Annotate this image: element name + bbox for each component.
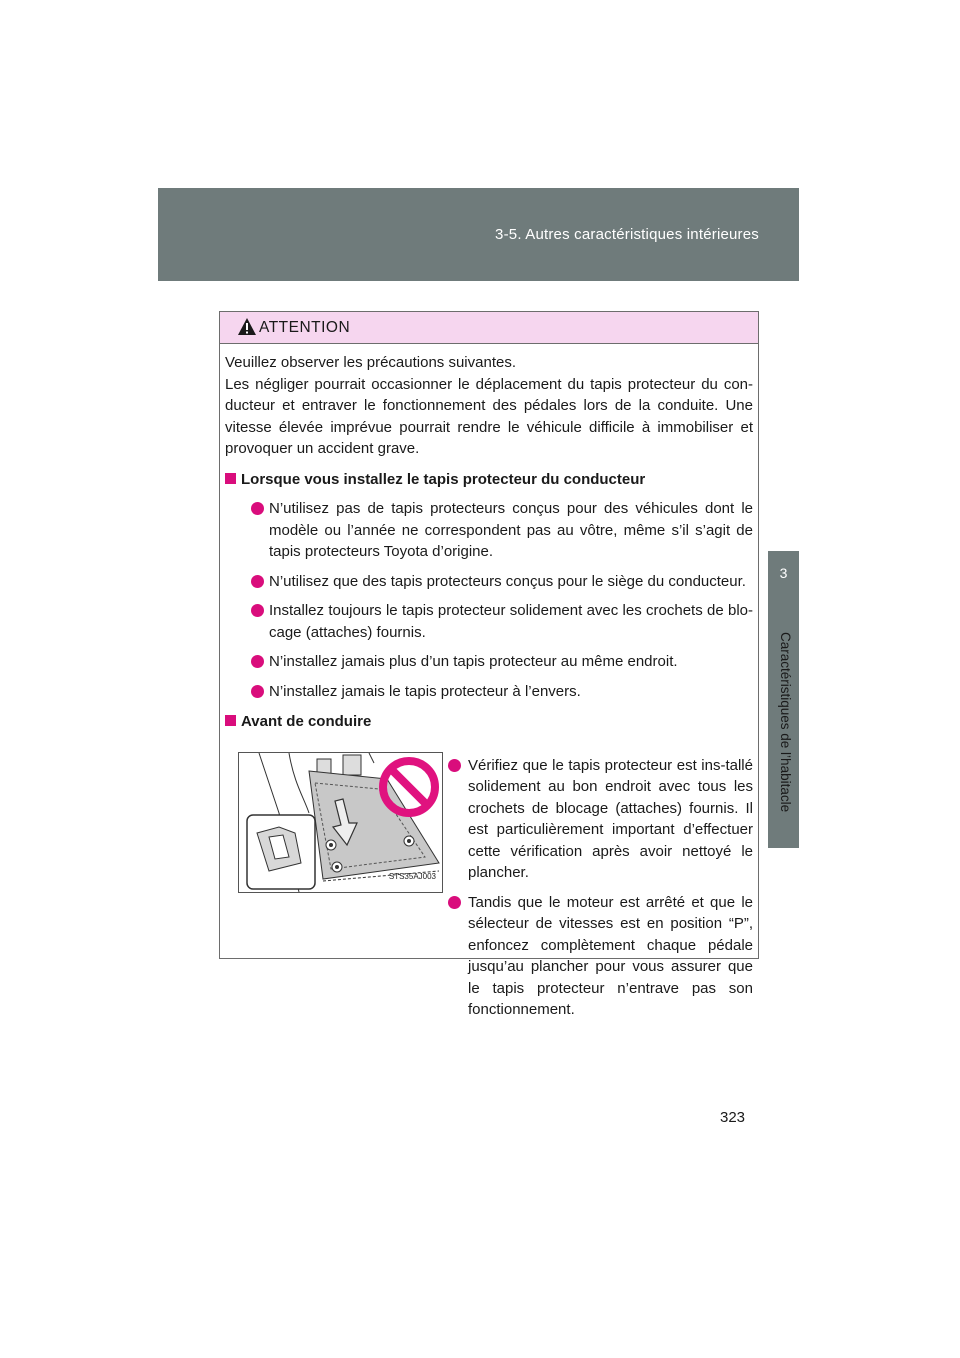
warning-intro-2: Les négliger pourrait occasionner le déplacement du tapis protecteur du con-ducteur et entraver le fonctionnement des pédales lors de la conduite. Une vitesse élevée imprévue pourrait rendre le véhicule difficile à immobiliser et provoquer un accident grave. (225, 375, 753, 457)
figure-code: STS35AJ003 (388, 872, 436, 881)
list-item: Tandis que le moteur est arrêté et que le sélecteur de vitesses est en position “P”, enfoncez complètement chaque pédale jusqu’au plancher pour vous assurer que le tapis protecteur n’entrave pas son fonctionnement. (442, 892, 753, 1021)
header-bar (158, 188, 799, 281)
warning-box (219, 311, 759, 1018)
circle-bullet-icon (448, 759, 461, 772)
section-title: 3-5. Autres caractéristiques intérieures (495, 226, 759, 243)
section-heading (225, 711, 753, 733)
circle-bullet-icon (448, 896, 461, 909)
section-heading-text: Avant de conduire (241, 713, 372, 730)
page-number: 323 (720, 1109, 746, 1126)
list-item: N’utilisez que des tapis protecteurs conçus pour le siège du conducteur. (225, 571, 753, 593)
section-heading-text: Lorsque vous installez le tapis protecteur du conducteur (241, 470, 646, 488)
warning-intro-1: Veuillez observer les précautions suivantes. (225, 354, 516, 371)
list-item: Installez toujours le tapis protecteur solidement avec les crochets de blo-cage (attaches) fournis. (225, 600, 753, 643)
list-item: N’installez jamais plus d’un tapis protecteur au même endroit. (225, 651, 753, 673)
circle-bullet-icon (251, 685, 264, 698)
square-bullet-icon (225, 473, 236, 484)
warning-triangle-icon (237, 317, 257, 336)
circle-bullet-icon (251, 502, 264, 515)
floor-mat-illustration (238, 752, 443, 893)
list-item: Vérifiez que le tapis protecteur est ins-tallé solidement au bon endroit avec tous les crochets de blocage (attaches) fournis. Il est particulièrement important d’effectuer cette vérification après avoir nettoyé le plancher. (442, 755, 753, 884)
circle-bullet-icon (251, 604, 264, 617)
warning-body (225, 352, 753, 1018)
warning-header (220, 312, 758, 344)
before-driving-list (442, 755, 753, 1029)
list-item: N’installez jamais le tapis protecteur à l’envers. (225, 681, 753, 703)
circle-bullet-icon (251, 655, 264, 668)
chapter-label: Caractéristiques de l’habitacle (778, 632, 793, 813)
warning-title: ATTENTION (259, 319, 351, 336)
figure-row (225, 741, 753, 1018)
circle-bullet-icon (251, 575, 264, 588)
square-bullet-icon (225, 715, 236, 726)
list-item: N’utilisez pas de tapis protecteurs conçus pour des véhicules dont le modèle ou l’année ne correspondent pas au vôtre, même s’il s’agit de tapis protecteurs Toyota d’origine. (225, 498, 753, 563)
chapter-number: 3 (779, 565, 788, 581)
section-heading (225, 469, 753, 491)
